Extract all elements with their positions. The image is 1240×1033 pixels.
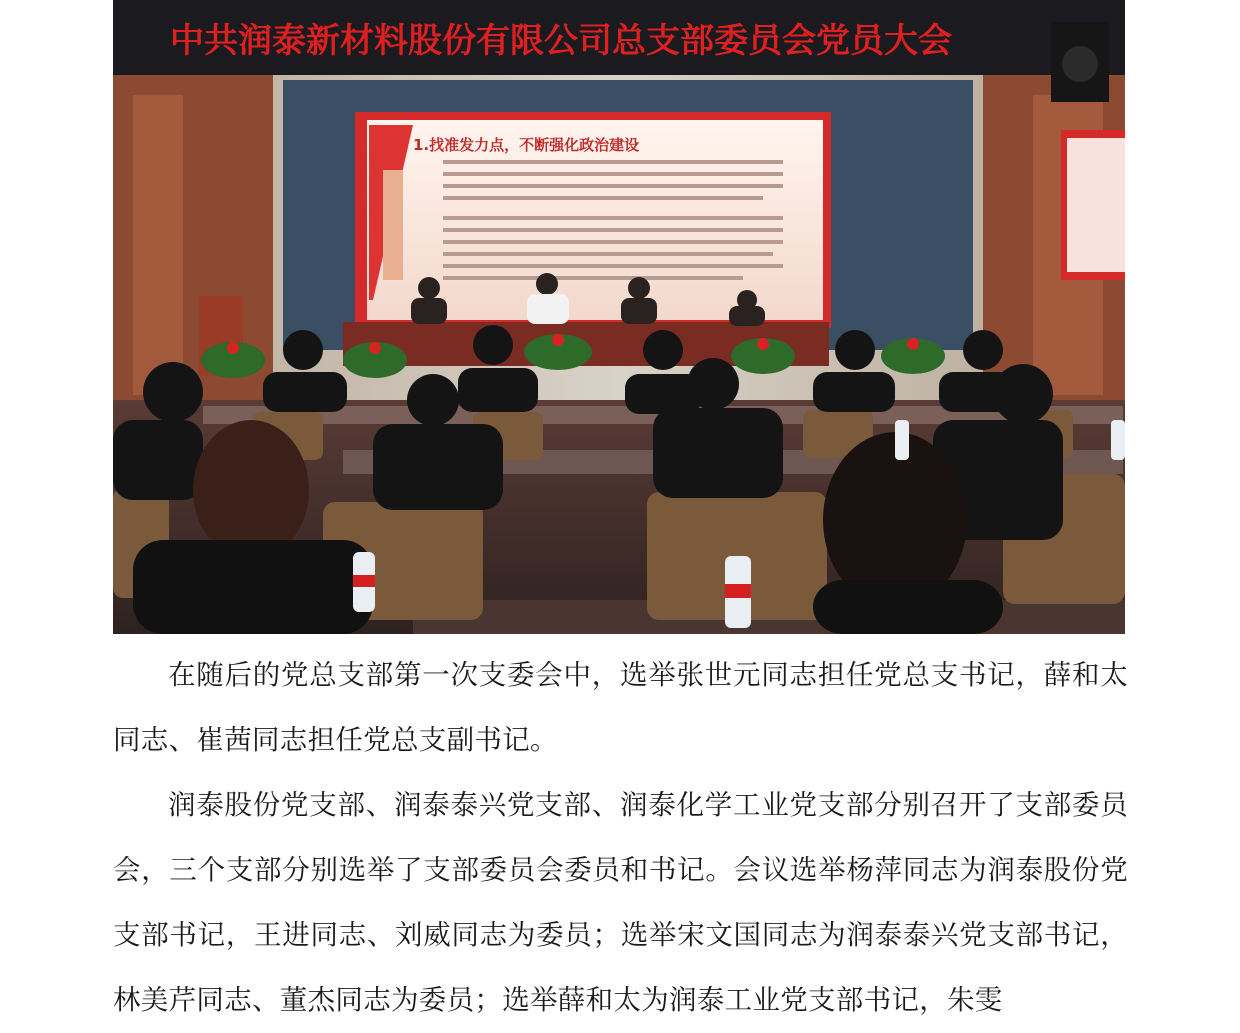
paragraph: 润泰股份党支部、润泰泰兴党支部、润泰化学工业党支部分别召开了支部委员会，三个支部分别选举了支部委员会委员和书记。会议选举杨萍同志为润泰股份党支部书记，王进同志、刘威同志为委员；选举宋文国同志为润泰泰兴党支部书记，林美芹同志、董杰同志为委员；选举薛和太为润泰工业党支部书记，朱雯 [113,789,1128,1016]
paragraph: 在随后的党总支部第一次支委会中，选举张世元同志担任党总支书记，薛和太同志、崔茜同志担任党总支副书记。 [113,659,1128,756]
article-body [113,643,1128,1033]
meeting-photo [113,0,1125,634]
slide-heading: 1.找准发力点，不断强化政治建设 [413,136,640,154]
banner-text: 中共润泰新材料股份有限公司总支部委员会党员大会 [170,21,952,61]
